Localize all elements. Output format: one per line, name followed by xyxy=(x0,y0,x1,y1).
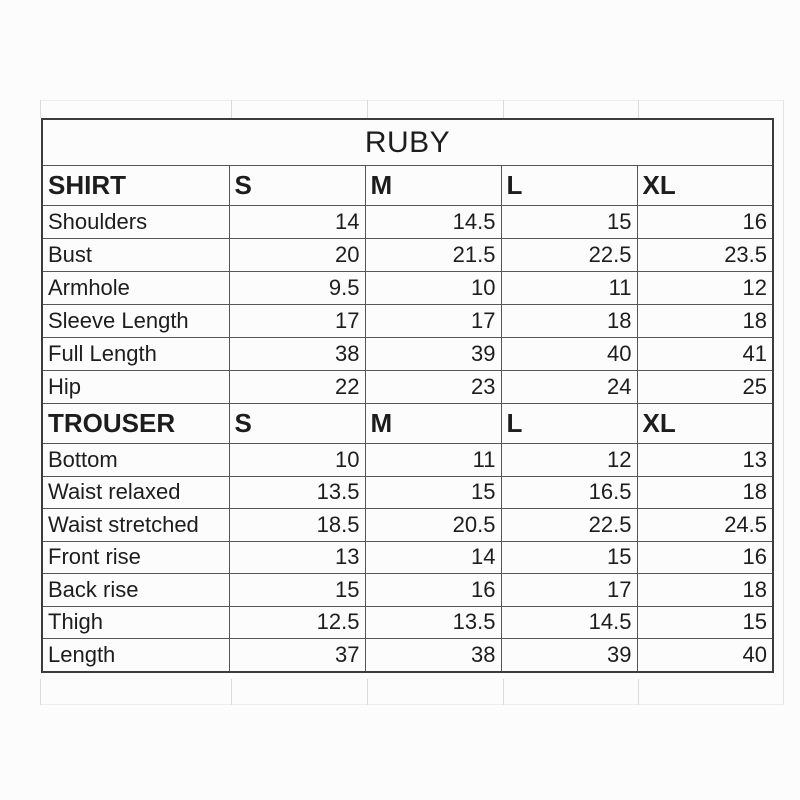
measurement-value: 37 xyxy=(229,639,365,672)
measurement-value: 40 xyxy=(501,338,637,371)
table-row xyxy=(42,338,773,371)
measurement-value: 17 xyxy=(501,574,637,607)
table-row xyxy=(42,444,773,477)
measurement-value: 13.5 xyxy=(365,606,501,639)
measurement-label: Armhole xyxy=(42,272,229,305)
size-chart-table xyxy=(41,118,774,673)
measurement-value: 11 xyxy=(501,272,637,305)
measurement-value: 10 xyxy=(365,272,501,305)
measurement-value: 39 xyxy=(501,639,637,672)
measurement-value: 18 xyxy=(501,305,637,338)
measurement-value: 18 xyxy=(637,574,773,607)
measurement-value: 23.5 xyxy=(637,239,773,272)
section-title-trouser: TROUSER xyxy=(42,404,229,444)
measurement-label: Front rise xyxy=(42,541,229,574)
measurement-value: 22 xyxy=(229,371,365,404)
measurement-value: 14.5 xyxy=(501,606,637,639)
measurement-value: 14.5 xyxy=(365,206,501,239)
measurement-value: 15 xyxy=(501,206,637,239)
measurement-value: 39 xyxy=(365,338,501,371)
table-row xyxy=(42,371,773,404)
table-row xyxy=(42,166,773,206)
measurement-value: 12 xyxy=(637,272,773,305)
section-title-shirt: SHIRT xyxy=(42,166,229,206)
measurement-value: 41 xyxy=(637,338,773,371)
measurement-value: 16.5 xyxy=(501,476,637,509)
measurement-value: 24 xyxy=(501,371,637,404)
table-row xyxy=(42,574,773,607)
table-row xyxy=(42,639,773,672)
sheet-gridline xyxy=(40,704,784,705)
measurement-label: Sleeve Length xyxy=(42,305,229,338)
sheet-gridline xyxy=(231,679,232,705)
measurement-value: 15 xyxy=(637,606,773,639)
measurement-value: 15 xyxy=(229,574,365,607)
measurement-value: 16 xyxy=(637,206,773,239)
measurement-value: 38 xyxy=(365,639,501,672)
sheet-gridline xyxy=(40,679,41,705)
size-col-header-m: M xyxy=(365,404,501,444)
measurement-value: 18.5 xyxy=(229,509,365,542)
measurement-value: 13.5 xyxy=(229,476,365,509)
sheet-gridline xyxy=(367,100,368,118)
measurement-value: 10 xyxy=(229,444,365,477)
measurement-value: 14 xyxy=(365,541,501,574)
measurement-label: Waist stretched xyxy=(42,509,229,542)
sheet-gridline xyxy=(783,100,784,705)
measurement-value: 38 xyxy=(229,338,365,371)
sheet-gridline xyxy=(638,100,639,118)
measurement-value: 40 xyxy=(637,639,773,672)
size-col-header-l: L xyxy=(501,166,637,206)
sheet-gridline xyxy=(638,679,639,705)
size-col-header-xl: XL xyxy=(637,166,773,206)
sheet-gridline xyxy=(40,100,784,101)
measurement-value: 15 xyxy=(365,476,501,509)
table-row xyxy=(42,305,773,338)
chart-title: RUBY xyxy=(42,119,773,166)
table-row xyxy=(42,606,773,639)
size-col-header-xl: XL xyxy=(637,404,773,444)
measurement-value: 17 xyxy=(229,305,365,338)
measurement-value: 13 xyxy=(229,541,365,574)
measurement-value: 11 xyxy=(365,444,501,477)
measurement-value: 18 xyxy=(637,476,773,509)
measurement-value: 12.5 xyxy=(229,606,365,639)
measurement-value: 21.5 xyxy=(365,239,501,272)
sheet-gridline xyxy=(503,679,504,705)
table-row xyxy=(42,404,773,444)
measurement-value: 20.5 xyxy=(365,509,501,542)
measurement-label: Waist relaxed xyxy=(42,476,229,509)
measurement-label: Back rise xyxy=(42,574,229,607)
table-row xyxy=(42,509,773,542)
table-row xyxy=(42,476,773,509)
measurement-value: 12 xyxy=(501,444,637,477)
measurement-value: 9.5 xyxy=(229,272,365,305)
measurement-value: 18 xyxy=(637,305,773,338)
size-col-header-l: L xyxy=(501,404,637,444)
measurement-label: Full Length xyxy=(42,338,229,371)
measurement-label: Bust xyxy=(42,239,229,272)
measurement-value: 23 xyxy=(365,371,501,404)
measurement-value: 22.5 xyxy=(501,239,637,272)
measurement-value: 16 xyxy=(365,574,501,607)
measurement-value: 14 xyxy=(229,206,365,239)
size-col-header-m: M xyxy=(365,166,501,206)
measurement-label: Bottom xyxy=(42,444,229,477)
measurement-value: 25 xyxy=(637,371,773,404)
sheet-gridline xyxy=(503,100,504,118)
measurement-value: 22.5 xyxy=(501,509,637,542)
measurement-label: Thigh xyxy=(42,606,229,639)
size-col-header-s: S xyxy=(229,404,365,444)
measurement-label: Hip xyxy=(42,371,229,404)
table-row xyxy=(42,239,773,272)
sheet-gridline xyxy=(231,100,232,118)
table-row xyxy=(42,119,773,166)
table-row xyxy=(42,541,773,574)
measurement-value: 20 xyxy=(229,239,365,272)
table-row xyxy=(42,206,773,239)
sheet-gridline xyxy=(40,100,41,118)
measurement-value: 16 xyxy=(637,541,773,574)
measurement-label: Shoulders xyxy=(42,206,229,239)
measurement-value: 13 xyxy=(637,444,773,477)
sheet-gridline xyxy=(367,679,368,705)
measurement-value: 15 xyxy=(501,541,637,574)
measurement-value: 24.5 xyxy=(637,509,773,542)
size-col-header-s: S xyxy=(229,166,365,206)
measurement-value: 17 xyxy=(365,305,501,338)
table-row xyxy=(42,272,773,305)
measurement-label: Length xyxy=(42,639,229,672)
